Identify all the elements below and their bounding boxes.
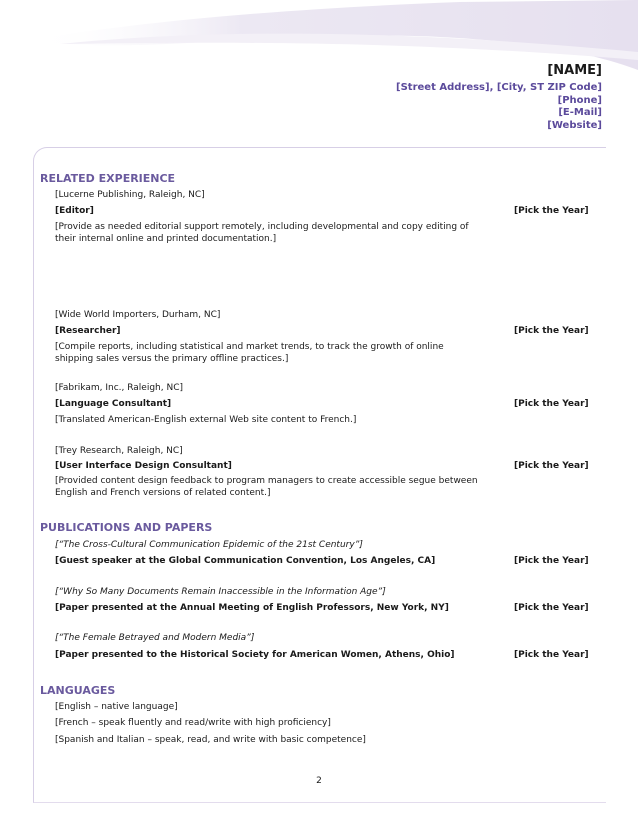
publication-title: [“The Female Betrayed and Modern Media”]	[55, 633, 255, 643]
publication-year: [Pick the Year]	[514, 556, 589, 566]
website: [Website]	[547, 119, 602, 131]
experience-company: [Wide World Importers, Durham, NC]	[55, 310, 221, 320]
experience-role: [Researcher]	[55, 326, 121, 336]
experience-role: [Editor]	[55, 206, 94, 216]
language-item: [French – speak fluently and read/write with high proficiency]	[55, 718, 331, 728]
publication-title: [“Why So Many Documents Remain Inaccessible in the Information Age”]	[55, 587, 386, 597]
email: [E-Mail]	[558, 107, 602, 118]
experience-role: [Language Consultant]	[55, 399, 172, 409]
experience-company: [Fabrikam, Inc., Raleigh, NC]	[55, 383, 184, 393]
applicant-name: [NAME]	[547, 63, 602, 78]
experience-company: [Trey Research, Raleigh, NC]	[55, 446, 183, 456]
experience-description: their internal online and printed documentation.]	[55, 234, 277, 244]
phone: [Phone]	[557, 94, 602, 106]
experience-description: [Provide as needed editorial support remotely, including developmental and copy editing of	[55, 222, 469, 232]
experience-year: [Pick the Year]	[514, 399, 589, 409]
publication-title: [“The Cross-Cultural Communication Epidemic of the 21st Century”]	[55, 540, 363, 550]
publication-venue: [Paper presented to the Historical Society for American Women, Athens, Ohio]	[55, 650, 455, 660]
experience-description: English and French versions of related content.]	[55, 488, 271, 498]
publication-venue: [Paper presented at the Annual Meeting of English Professors, New York, NY]	[55, 603, 449, 613]
page-number: 2	[316, 776, 322, 786]
publication-year: [Pick the Year]	[514, 603, 589, 613]
publication-venue: [Guest speaker at the Global Communication Convention, Los Angeles, CA]	[55, 556, 436, 566]
experience-role: [User Interface Design Consultant]	[55, 461, 232, 471]
experience-description: [Translated American-English external Web site content to French.]	[55, 415, 357, 425]
experience-year: [Pick the Year]	[514, 206, 589, 216]
language-item: [English – native language]	[55, 702, 178, 712]
section-title-languages: LANGUAGES	[40, 684, 116, 697]
language-item: [Spanish and Italian – speak, read, and write with basic competence]	[55, 735, 366, 745]
experience-year: [Pick the Year]	[514, 326, 589, 336]
publication-year: [Pick the Year]	[514, 650, 589, 660]
street-address: [Street Address], [City, ST ZIP Code]	[396, 82, 602, 93]
experience-company: [Lucerne Publishing, Raleigh, NC]	[55, 190, 205, 200]
section-title-publications: PUBLICATIONS AND PAPERS	[40, 521, 213, 534]
contact-header	[396, 63, 602, 132]
experience-year: [Pick the Year]	[514, 461, 589, 471]
section-title-experience: RELATED EXPERIENCE	[40, 172, 176, 185]
experience-description: [Provided content design feedback to program managers to create accessible segue between	[55, 476, 478, 486]
experience-description: shipping sales versus the primary offline practices.]	[55, 354, 289, 364]
experience-description: [Compile reports, including statistical and market trends, to track the growth of online	[55, 342, 444, 352]
